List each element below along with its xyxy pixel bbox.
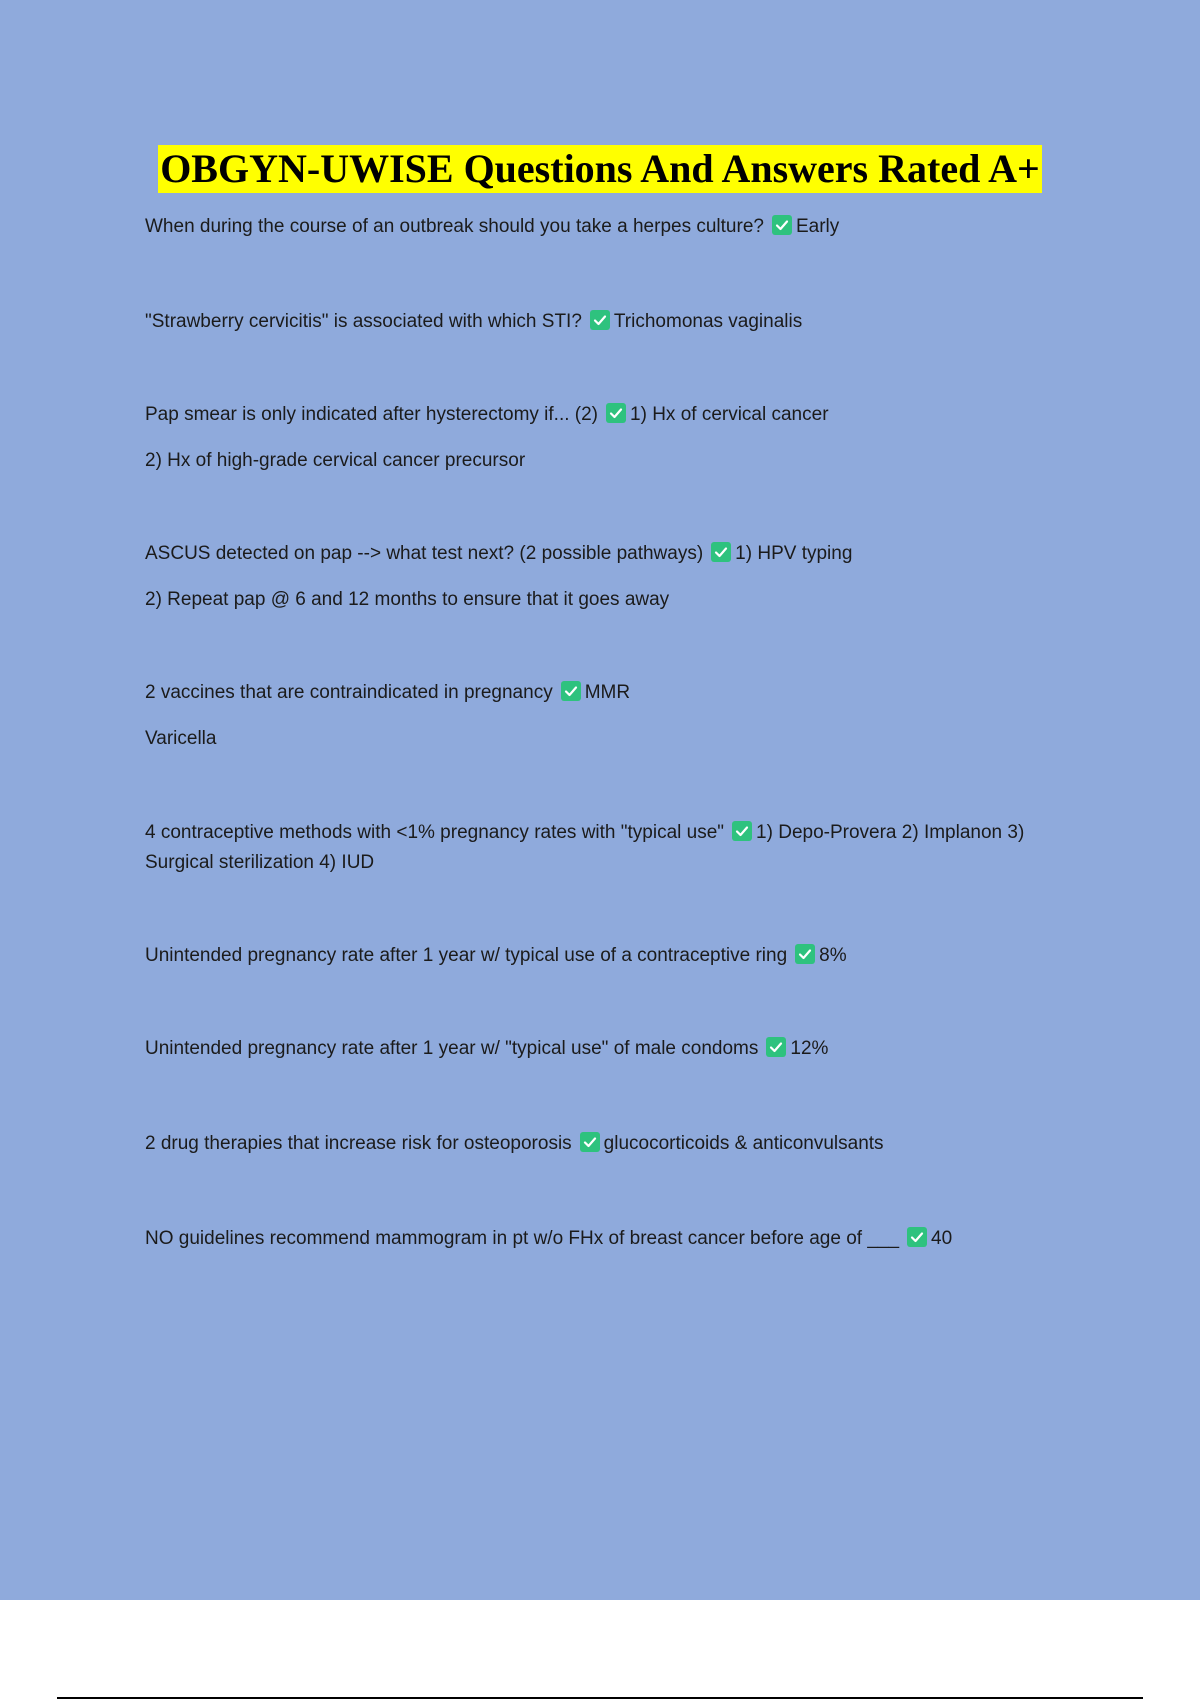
check-mark-icon	[907, 1227, 927, 1247]
check-mark-icon	[766, 1037, 786, 1057]
qa-line	[145, 400, 1095, 430]
check-mark-icon	[795, 944, 815, 964]
qa-item	[145, 400, 1095, 476]
check-mark-icon	[732, 821, 752, 841]
qa-line	[145, 941, 1095, 971]
question-text: ASCUS detected on pap --> what test next? (2 possible pathways)	[145, 543, 704, 564]
question-text: Pap smear is only indicated after hysterectomy if... (2)	[145, 404, 599, 425]
check-mark-icon	[711, 542, 731, 562]
qa-item	[145, 818, 1095, 878]
check-mark-icon	[590, 310, 610, 330]
answer-text: 1) Hx of cervical cancer	[630, 404, 829, 425]
answer-text: 12%	[790, 1038, 829, 1059]
qa-item	[145, 1129, 1095, 1159]
qa-item	[145, 678, 1095, 754]
check-mark-icon	[580, 1132, 600, 1152]
answer-continuation: 2) Repeat pap @ 6 and 12 months to ensure that it goes away	[145, 589, 670, 610]
answer-text: 40	[931, 1228, 953, 1249]
question-text: 2 drug therapies that increase risk for osteoporosis	[145, 1133, 572, 1154]
question-text: 4 contraceptive methods with <1% pregnancy rates with "typical use"	[145, 822, 725, 843]
qa-item	[145, 1034, 1095, 1064]
document-title: OBGYN-UWISE Questions And Answers Rated A+	[160, 146, 1040, 191]
qa-line	[145, 307, 1095, 337]
answer-text: MMR	[584, 682, 631, 703]
answer-text: 1) HPV typing	[735, 543, 853, 564]
answer-continuation: Varicella	[145, 728, 217, 749]
qa-line	[145, 1129, 1095, 1159]
question-text: Unintended pregnancy rate after 1 year w/ "typical use" of male condoms	[145, 1038, 759, 1059]
qa-line	[145, 212, 1095, 242]
answer-text: 8%	[819, 945, 847, 966]
qa-line	[145, 1034, 1095, 1064]
question-text: 2 vaccines that are contraindicated in pregnancy	[145, 682, 553, 703]
footer-divider	[57, 1697, 1143, 1699]
question-text: When during the course of an outbreak should you take a herpes culture?	[145, 216, 764, 237]
answer-text: Early	[795, 216, 840, 237]
check-mark-icon	[606, 403, 626, 423]
qa-line	[145, 818, 1095, 878]
qa-line	[145, 678, 1095, 708]
answer-text: 1) Depo-Provera 2) Implanon 3) Surgical sterilization 4) IUD	[145, 822, 1025, 873]
qa-item	[145, 307, 1095, 337]
check-mark-icon	[561, 681, 581, 701]
qa-item	[145, 1224, 1095, 1254]
question-text: "Strawberry cervicitis" is associated with which STI?	[145, 311, 582, 332]
qa-item	[145, 941, 1095, 971]
answer-text: Trichomonas vaginalis	[613, 311, 803, 332]
qa-item	[145, 539, 1095, 615]
qa-line	[145, 1224, 1095, 1254]
qa-line	[145, 539, 1095, 569]
title-container	[0, 145, 1200, 193]
answer-continuation: 2) Hx of high-grade cervical cancer precursor	[145, 450, 526, 471]
qa-item	[145, 212, 1095, 242]
check-mark-icon	[772, 215, 792, 235]
question-text: NO guidelines recommend mammogram in pt w/o FHx of breast cancer before age of ___	[145, 1228, 900, 1249]
answer-text: glucocorticoids & anticonvulsants	[603, 1133, 884, 1154]
question-text: Unintended pregnancy rate after 1 year w/ typical use of a contraceptive ring	[145, 945, 788, 966]
